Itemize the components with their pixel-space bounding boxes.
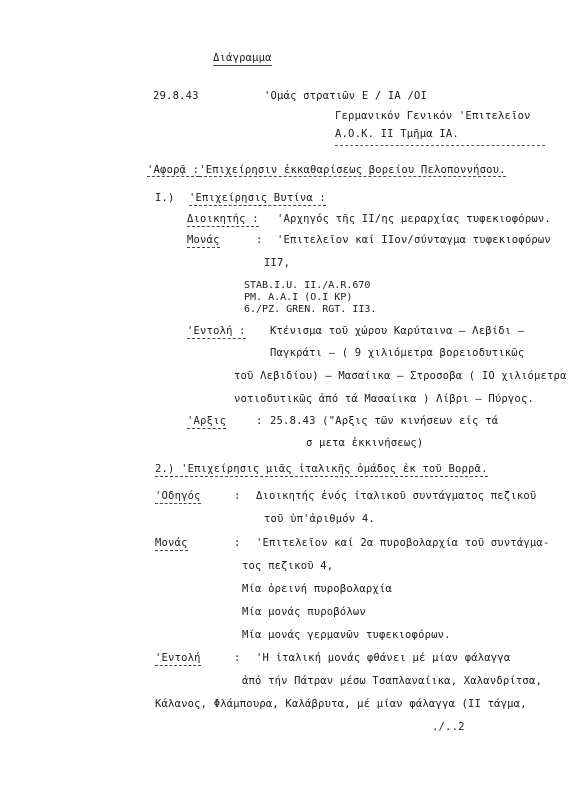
s1-unit-code-1: STAB.I.U. II./A.R.670: [244, 280, 371, 291]
s1-start-line-1: 25.8.43 ("Αρξις τῶν κινήσεων εἰς τά: [270, 415, 499, 427]
s1-units-text-1: 'Επιτελεῖον καί ΙΙον/σύνταγμα τυφεκιοφόρων: [277, 234, 551, 246]
s1-order-line-3: τοῦ Λεβιδίου) – Μασαίικα – Στροσοβα ( ΙΟ χιλιόμετρα: [234, 370, 567, 382]
s2-units-line-3: Μία ὀρεινή πυροβολαρχία: [242, 583, 392, 595]
s1-unit-code-2: PM. A.A.I (O.I KP): [244, 292, 353, 303]
header-general-staff: Γερμανικόν Γενικόν 'Επιτελεῖον: [335, 110, 531, 122]
s1-order-line-1: Κτένισμα τοῦ χώρου Καρύταινα – Λεβίδι –: [270, 325, 525, 337]
s1-unit-code-3: 6./PZ. GREN. RGT. II3.: [244, 304, 377, 315]
subject-label: 'Αφορᾷ :: [147, 164, 200, 176]
s2-guide-colon: :: [234, 490, 241, 502]
s1-start-line-2: σ μετα ἐκκινήσεως): [306, 437, 424, 449]
s1-start-colon: :: [256, 415, 263, 427]
s2-units-line-1: 'Επιτελεῖον καί 2α πυροβολαρχία τοῦ συντάγμα-: [256, 537, 550, 549]
s1-start-label: 'Αρξις: [187, 415, 227, 427]
s2-units-line-4: Μία μονάς πυροβόλων: [242, 606, 366, 618]
s1-units-text-2: ΙΙ7,: [264, 257, 291, 269]
s1-units-label: Μονάς: [187, 234, 220, 246]
s2-order-label: 'Εντολή: [155, 652, 201, 664]
s2-order-line-2: ἀπό τήν Πάτραν μέσω Τσαπλαναίικα, Χαλανδρίτσα,: [242, 675, 542, 687]
s1-commander-label: Διοικητής :: [187, 213, 259, 225]
header-underline: [335, 145, 545, 146]
s2-guide-label: 'Οδηγός: [155, 490, 201, 502]
document-title: Διάγραμμα: [213, 52, 272, 64]
s1-order-line-2: Παγκράτι – ( 9 χιλιόμετρα βορειοδυτικῶς: [270, 347, 525, 359]
s2-units-colon: :: [234, 537, 241, 549]
s1-order-line-4: νοτιοδυτικῶς ἀπό τά Μασαίικα ) Λίβρι – Πύργος.: [234, 393, 534, 405]
s1-order-label: 'Εντολή :: [187, 325, 246, 337]
s2-guide-line-1: Διοικητής ἑνός ἰταλικοῦ συντάγματος πεζικοῦ: [256, 490, 537, 502]
s2-order-colon: :: [234, 652, 241, 664]
header-section: Α.Ο.Κ. ΙΙ Τμῆμα ΙΑ.: [335, 128, 459, 140]
s2-order-line-1: 'Η ἰταλική μονάς φθάνει μέ μίαν φάλαγγα: [256, 652, 511, 664]
s1-commander-text: 'Αρχηγός τῆς ΙΙ/ης μεραρχίας τυφεκιοφόρων.: [277, 213, 551, 225]
page-continuation-marker: ./..2: [432, 721, 465, 733]
s2-units-line-2: τος πεζικοῦ 4,: [242, 560, 334, 572]
section-1-heading: 'Επιχείρησις Βυτίνα :: [189, 192, 326, 204]
section-2-heading: 2.) 'Επιχείρησις μιᾶς ἰταλικῆς ὁμάδος ἐκ τοῦ Βορρᾶ.: [155, 463, 488, 475]
section-1-number: Ι.): [155, 192, 175, 204]
s2-units-line-5: Μία μονάς γερμανῶν τυφεκιοφόρων.: [242, 629, 451, 641]
subject-text: 'Επιχείρησιν ἐκκαθαρίσεως βορείου Πελοποννήσου.: [199, 164, 506, 176]
s2-guide-line-2: τοῦ ὑπ'ἀριθμόν 4.: [264, 513, 375, 525]
s2-order-line-3: Κάλανος, Φλάμπουρα, Καλάβρυτα, μέ μίαν φάλαγγα (ΙΙ τάγμα,: [155, 698, 527, 710]
s2-units-label: Μονάς: [155, 537, 188, 549]
document-date: 29.8.43: [153, 90, 199, 102]
header-army-group: 'Ομάς στρατιῶν Ε / ΙΑ /ΟΙ: [264, 90, 428, 102]
subject-line: [147, 163, 506, 177]
s1-units-colon: :: [256, 234, 263, 246]
